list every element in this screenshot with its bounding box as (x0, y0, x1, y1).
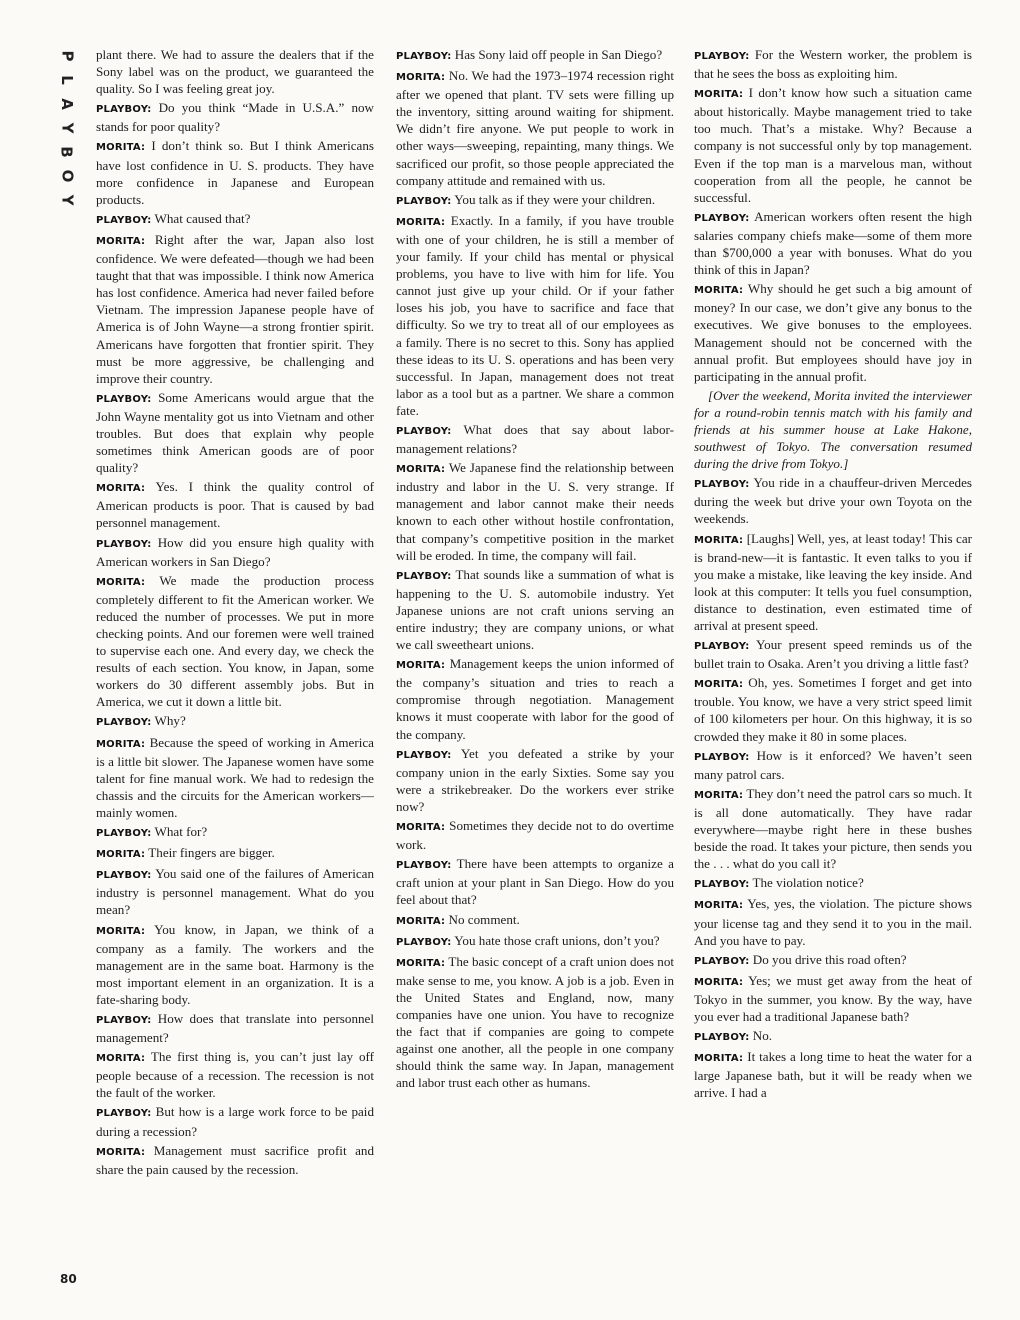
speaker-label: PLAYBOY: (396, 195, 452, 207)
interview-paragraph (694, 1027, 972, 1046)
paragraph-text: Do you think “Made in U.S.A.” now stands for poor quality? (96, 100, 374, 135)
paragraph-text: [Laughs] Well, yes, at least today! This car is brand-new—it is fantastic. It even talks to you if you make a mistake, like leaving the key inside. And look at this computer: It tells you fuel consumption, distance to destination, even estimated time of arrival at present speed. (694, 530, 972, 633)
paragraph-text: That sounds like a summation of what is happening to the U. S. automobile industry. Yet Japanese unions are not craft unions serving an entire industry; they are company unions, or what we call sweetheart unions. (396, 566, 674, 653)
speaker-label: MORITA: (96, 925, 146, 937)
paragraph-text: No comment. (448, 911, 520, 927)
speaker-label: MORITA: (396, 464, 446, 476)
interview-paragraph (96, 712, 374, 731)
speaker-label: MORITA: (694, 89, 744, 101)
page-number: 80 (60, 1272, 77, 1286)
speaker-label: MORITA: (694, 679, 744, 691)
speaker-label: MORITA: (396, 216, 446, 228)
speaker-label: MORITA: (396, 72, 446, 84)
interview-paragraph (96, 389, 374, 476)
paragraph-text: You know, in Japan, we think of a company as a family. The workers and the management are in the same boat. Harmony is the most important element in an organization. It is a fate-sharing body. (96, 921, 374, 1007)
speaker-label: PLAYBOY: (694, 479, 750, 491)
interview-paragraph (96, 478, 374, 531)
interview-paragraph (396, 911, 674, 930)
speaker-label: PLAYBOY: (694, 1032, 750, 1044)
speaker-label: PLAYBOY: (96, 104, 152, 116)
paragraph-text: For the Western worker, the problem is that he sees the boss as exploiting him. (694, 47, 972, 82)
paragraph-text: The basic concept of a craft union does not make sense to me, you know. A job is a job. Even in the United States and England, now, many companies have one union. You have to recognize the fact that if companies are going to compete against one another, all the people in one company should think the same way. In Japan, management and labor trust each other as humans. (396, 953, 674, 1091)
speaker-label: MORITA: (396, 822, 446, 834)
interview-paragraph (96, 572, 374, 711)
interview-paragraph (694, 530, 972, 635)
paragraph-text: It takes a long time to heat the water for a large Japanese bath, but it will be ready when we arrive. I had a (694, 1049, 972, 1101)
speaker-label: MORITA: (96, 738, 146, 750)
paragraph-text: We made the production process completely different to fit the American worker. We reduced the number of processes. We put in more checking points. And our foremen were well trained to supervise each one. And every day, we check the results of each section. You know, in Japan, some workers do 30 different assembly jobs. But in America, we cut it down a little bit. (96, 572, 374, 710)
interview-paragraph (694, 280, 972, 385)
editorial-note (694, 387, 972, 472)
speaker-label: PLAYBOY: (694, 955, 750, 967)
masthead-letter: L (58, 75, 76, 85)
paragraph-text: How does that translate into personnel management? (96, 1010, 374, 1046)
paragraph-text: No. (752, 1028, 773, 1044)
interview-paragraph (694, 1048, 972, 1101)
paragraph-text: Has Sony laid off people in San Diego? (454, 47, 663, 62)
speaker-label: PLAYBOY: (96, 393, 152, 405)
speaker-label: MORITA: (96, 1146, 146, 1158)
paragraph-text: How did you ensure high quality with American workers in San Diego? (96, 534, 374, 569)
interview-paragraph (96, 210, 374, 229)
speaker-label: PLAYBOY: (694, 51, 750, 62)
paragraph-text: Oh, yes. Sometimes I forget and get into trouble. You know, we have a very strict speed limit of 100 kilometers per hour. On this highway, it is so crowded they make it 80 in some places. (694, 675, 972, 744)
paragraph-text: No. We had the 1973–1974 recession right after we opened that plant. TV sets were filling up the inventory, sitting around waiting for shipment. We didn’t fire anyone. We put people to work in other ways—sweeping, repainting, many things. We sacrificed our profit, so those people appreciated the company attitude and remained with us. (396, 68, 674, 188)
interview-paragraph (694, 46, 972, 82)
interview-paragraph (96, 99, 374, 135)
speaker-label: PLAYBOY: (396, 425, 452, 437)
interview-paragraph (694, 84, 972, 206)
speaker-label: MORITA: (694, 1053, 744, 1065)
paragraph-text: American workers often resent the high salaries company chiefs make—some of them more than $700,000 a year with bonuses. What do you think of this in Japan? (694, 208, 972, 278)
paragraph-text: Do you drive this road often? (752, 951, 907, 967)
interview-paragraph (694, 636, 972, 672)
paragraph-text: We Japanese find the relationship between industry and labor in the U. S. very strange. If management and labor cannot make their needs known to each other without hostile confrontation, that company’s competitive position in the market will be eroded. In time, the company will fail. (396, 460, 674, 563)
paragraph-text: The violation notice? (752, 875, 864, 891)
interview-paragraph (694, 674, 972, 744)
speaker-label: PLAYBOY: (96, 538, 152, 550)
magazine-masthead (52, 44, 78, 212)
interview-paragraph (96, 734, 374, 821)
interview-paragraph (396, 855, 674, 908)
interview-paragraph (96, 865, 374, 918)
interview-paragraph (396, 953, 674, 1092)
paragraph-text: You hate those craft unions, don’t you? (454, 932, 660, 948)
speaker-label: PLAYBOY: (96, 717, 152, 729)
masthead-letter: O (57, 169, 76, 183)
masthead-letter: Y (58, 194, 76, 206)
interview-paragraph (694, 951, 972, 970)
paragraph-text: Your present speed reminds us of the bullet train to Osaka. Aren’t you driving a little fast? (694, 637, 972, 672)
interview-paragraph (694, 972, 972, 1025)
interview-paragraph (396, 67, 674, 189)
paragraph-text: The first thing is, you can’t just lay off people because of a recession. The recession is not the fault of the worker. (96, 1049, 374, 1101)
paragraph-text: Yes. I think the quality control of American products is poor. That is caused by bad personnel management. (96, 479, 374, 531)
interview-paragraph (694, 895, 972, 948)
masthead-letter: P (58, 50, 76, 62)
paragraph-text: Their fingers are bigger. (148, 845, 275, 861)
interview-paragraph (96, 231, 374, 387)
speaker-label: PLAYBOY: (96, 1108, 152, 1120)
speaker-label: MORITA: (96, 1053, 146, 1065)
paragraph-text: Management keeps the union informed of the company’s situation and tries to reach a compromise through negotiation. Management knows it must cooperate with labor for the good of the company. (396, 656, 674, 742)
text-column-3 (694, 46, 972, 1286)
paragraph-text: Why? (154, 713, 186, 729)
masthead-letter: B (58, 146, 76, 158)
interview-paragraph (96, 921, 374, 1008)
speaker-label: MORITA: (694, 900, 744, 912)
interview-paragraph (96, 823, 374, 842)
interview-paragraph (96, 137, 374, 207)
paragraph-text: You talk as if they were your children. (454, 191, 656, 207)
paragraph-text: Some Americans would argue that the John Wayne mentality got us into Vietnam and other troubles. But does that explain why people sometimes think American goods are of poor quality? (96, 389, 374, 476)
paragraph-text: How is it enforced? We haven’t seen many patrol cars. (694, 747, 972, 782)
speaker-label: MORITA: (96, 235, 146, 247)
speaker-label: PLAYBOY: (396, 860, 452, 872)
paragraph-text: Because the speed of working in America is a little bit slower. The Japanese women have some talent for fine manual work. We had to redesign the chassis and the circuits for the American workers—mainly women. (96, 734, 374, 820)
speaker-label: MORITA: (96, 483, 146, 495)
speaker-label: MORITA: (96, 142, 146, 154)
speaker-label: PLAYBOY: (96, 828, 152, 840)
speaker-label: PLAYBOY: (396, 51, 452, 62)
interview-paragraph (396, 566, 674, 653)
speaker-label: MORITA: (396, 915, 446, 927)
speaker-label: PLAYBOY: (396, 936, 452, 948)
speaker-label: MORITA: (694, 285, 744, 297)
paragraph-text: There have been attempts to organize a craft union at your plant in San Diego. How do you feel about that? (396, 856, 674, 908)
interview-paragraph (396, 745, 674, 815)
interview-paragraph (96, 844, 374, 863)
paragraph-text: What for? (154, 824, 208, 840)
speaker-label: PLAYBOY: (694, 212, 750, 224)
paragraph-text: Yet you defeated a strike by your company union in the early Sixties. Some say you were a strikebreaker. Do the workers ever strike now? (396, 745, 674, 814)
paragraph-text: I don’t think so. But I think Americans have lost confidence in U. S. products. They have more confidence in Japanese and European products. (96, 138, 374, 207)
speaker-label: PLAYBOY: (96, 214, 152, 226)
interview-paragraph (396, 212, 674, 419)
interview-paragraph (96, 534, 374, 570)
speaker-label: PLAYBOY: (96, 1014, 152, 1026)
speaker-label: PLAYBOY: (694, 879, 750, 891)
paragraph-text: plant there. We had to assure the dealers that if the Sony label was on the product, we guaranteed the quality. So I was feeling great joy. (96, 47, 374, 97)
interview-paragraph (96, 1010, 374, 1046)
interview-paragraph (396, 655, 674, 742)
paragraph-text: Why should he get such a big amount of money? In our case, we don’t give any bonus to the executives. We give bonuses to the employees. Management should not be concerned with the annual profit. But employees should have joy in participating in the annual profit. (694, 281, 972, 384)
interview-paragraph (396, 459, 674, 564)
speaker-label: PLAYBOY: (96, 870, 152, 882)
speaker-label: PLAYBOY: (694, 641, 750, 653)
paragraph-text: [Over the weekend, Morita invited the interviewer for a round-robin tennis match with his family and friends at his summer house at Lake Hakone, southwest of Tokyo. The conversation resumed during the drive from Tokyo.] (694, 387, 972, 472)
speaker-label: MORITA: (396, 660, 446, 672)
paragraph-text: Exactly. In a family, if you have trouble with one of your children, he is still a member of your family. If your child has mental or physical problems, you have to live with him for life. You cannot just give up your child. Or if your father loses his job, you have to sacrifice and face that difficulty. So we try to treat all of our employees as a family. There is no secret to this. Sony has applied these ideas to its U. S. operations and has been very successful. In Japan, management does not treat labor as a tool but as a partner. We share a common fate. (396, 212, 674, 418)
interview-paragraph (396, 46, 674, 65)
paragraph-text: I don’t know how such a situation came about historically. Maybe management tried to take too much. That’s a mistake. Why? Because a company is not successful only by top management. Even if the top man is a marvelous man, without cooperation from all the people, he cannot be successful. (694, 85, 972, 205)
text-column-1 (96, 46, 374, 1286)
paragraph-text: You ride in a chauffeur-driven Mercedes during the week but drive your own Toyota on the weekends. (694, 475, 972, 527)
interview-paragraph (96, 46, 374, 97)
interview-paragraph (694, 747, 972, 783)
speaker-label: PLAYBOY: (396, 570, 452, 582)
paragraph-text: They don’t need the patrol cars so much. It is all done automatically. They have radar everywhere—maybe right here in these bushes beside the road. It takes your picture, then sends you the . . . what do you call it? (694, 785, 972, 872)
interview-paragraph (694, 474, 972, 527)
masthead-letter: A (57, 98, 76, 110)
interview-paragraph (396, 817, 674, 853)
paragraph-text: What does that say about labor-management relations? (396, 421, 674, 457)
paragraph-text: But how is a large work force to be paid during a recession? (96, 1104, 374, 1139)
text-column-2 (396, 46, 674, 1286)
interview-paragraph (96, 1048, 374, 1101)
paragraph-text: Yes; we must get away from the heat of Tokyo in the summer, you know. By the way, have you ever had a traditional Japanese bath? (694, 972, 972, 1024)
paragraph-text: What caused that? (154, 210, 251, 226)
speaker-label: MORITA: (694, 789, 744, 801)
speaker-label: MORITA: (694, 534, 744, 546)
speaker-label: MORITA: (96, 849, 146, 861)
speaker-label: MORITA: (694, 976, 744, 988)
interview-paragraph (694, 208, 972, 278)
speaker-label: PLAYBOY: (396, 749, 452, 761)
speaker-label: MORITA: (396, 957, 446, 969)
paragraph-text: You said one of the failures of American industry is personnel management. What do you mean? (96, 866, 374, 918)
masthead-letter: Y (58, 122, 76, 134)
paragraph-text: Management must sacrifice profit and share the pain caused by the recession. (96, 1142, 374, 1177)
interview-paragraph (96, 1142, 374, 1178)
paragraph-text: Yes, yes, the violation. The picture shows your license tag and they send it to you in the mail. And you have to pay. (694, 896, 972, 948)
interview-paragraph (96, 1103, 374, 1139)
interview-paragraph (396, 932, 674, 951)
speaker-label: PLAYBOY: (694, 751, 750, 763)
paragraph-text: Sometimes they decide not to do overtime work. (396, 818, 674, 853)
interview-paragraph (396, 191, 674, 210)
speaker-label: MORITA: (96, 576, 146, 588)
paragraph-text: Right after the war, Japan also lost confidence. We were defeated—though we had been taught that that was impossible. I think now America has lost confidence. America had never failed before Vietnam. The impression Japanese people have of America is of John Wayne—a strong frontier spirit. Americans have forgotten that frontier spirit. They must be more aggressive, be challenging and improve their country. (96, 231, 374, 386)
interview-paragraph (694, 785, 972, 872)
interview-paragraph (694, 874, 972, 893)
interview-paragraph (396, 421, 674, 457)
